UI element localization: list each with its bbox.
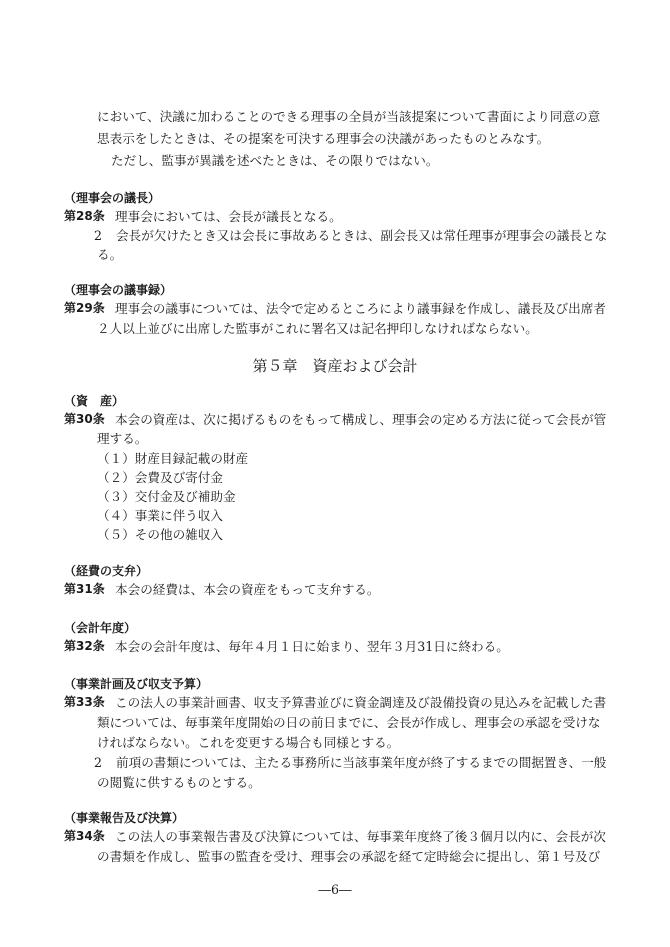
article-heading: （理事会の議長） <box>64 191 161 205</box>
article-text: 本会の会計年度は、毎年４月１日に始まり、翌年３月31日に終わる。 <box>115 639 509 654</box>
article-text: の書類を作成し、監事の監査を受け、理事会の承認を経て定時総会に提出し、第１号及び <box>97 849 601 864</box>
article-text: の閲覧に供するものとする。 <box>97 775 261 790</box>
article-heading: （経費の支弁） <box>64 564 149 578</box>
article-text: 理事会においては、会長が議長となる。 <box>115 209 342 224</box>
article-text: 会長が欠けたとき又は会長に事故あるときは、副会長又は常任理事が理事会の議長とな <box>116 228 608 243</box>
article-text: 理する。 <box>97 431 148 446</box>
article-number: 第33条 <box>64 695 105 709</box>
article-heading: （資 産） <box>64 394 125 408</box>
article-text: 本会の経費は、本会の資産をもって支弁する。 <box>115 582 380 597</box>
list-item: （１）財産目録記載の財産 <box>97 451 249 466</box>
article-number: 第29条 <box>64 301 105 315</box>
page-number: ―6― <box>318 882 352 897</box>
article-text: 類については、毎事業年度開始の日の前日までに、会長が作成し、理事会の承認を受けな <box>97 715 601 730</box>
article-heading: （事業計画及び収支予算） <box>64 677 209 691</box>
article-text: 理事会の議事については、法令で定めるところにより議事録を作成し、議長及び出席者 <box>115 301 606 316</box>
article-text: 本会の資産は、次に掲げるものをもって構成し、理事会の定める方法に従って会長が管 <box>115 412 607 427</box>
paragraph-number: 2 <box>94 755 103 770</box>
paragraph-number: 2 <box>94 228 103 243</box>
body-line: において、決議に加わることのできる理事の全員が当該提案について書面により同意の意 <box>97 109 601 124</box>
article-number: 第30条 <box>64 412 105 426</box>
article-number: 第28条 <box>64 209 105 223</box>
list-item: （２）会費及び寄付金 <box>97 470 223 485</box>
article-number: 第34条 <box>64 829 105 843</box>
list-item: （５）その他の雑収入 <box>97 527 223 542</box>
article-number: 第31条 <box>64 582 105 596</box>
body-line: 思表示をしたときは、その提案を可決する理事会の決議があったものとみなす。 <box>97 131 550 146</box>
article-text: ければならない。これを変更する場合も同様とする。 <box>97 735 400 750</box>
article-text: この法人の事業報告書及び決算については、毎事業年度終了後３個月以内に、会長が次 <box>115 829 606 844</box>
article-number: 第32条 <box>64 639 105 653</box>
article-heading: （会計年度） <box>64 621 137 635</box>
list-item: （３）交付金及び補助金 <box>97 489 236 504</box>
chapter-title: 第５章 資産および会計 <box>252 357 418 375</box>
article-text: 前項の書類については、主たる事務所に当該事業年度が終了するまでの間据置き、一般 <box>116 755 607 770</box>
article-text: この法人の事業計画書、収支予算書並びに資金調達及び設備投資の見込みを記載した書 <box>115 695 607 710</box>
article-heading: （理事会の議事録） <box>64 283 173 297</box>
body-line: ただし、監事が異議を述べたときは、その限りではない。 <box>111 153 439 168</box>
article-text: ２人以上並びに出席した監事がこれに署名又は記名押印しなければならない。 <box>97 321 538 336</box>
list-item: （４）事業に伴う収入 <box>97 508 223 523</box>
article-text: る。 <box>97 247 123 262</box>
article-heading: （事業報告及び決算） <box>64 811 185 825</box>
